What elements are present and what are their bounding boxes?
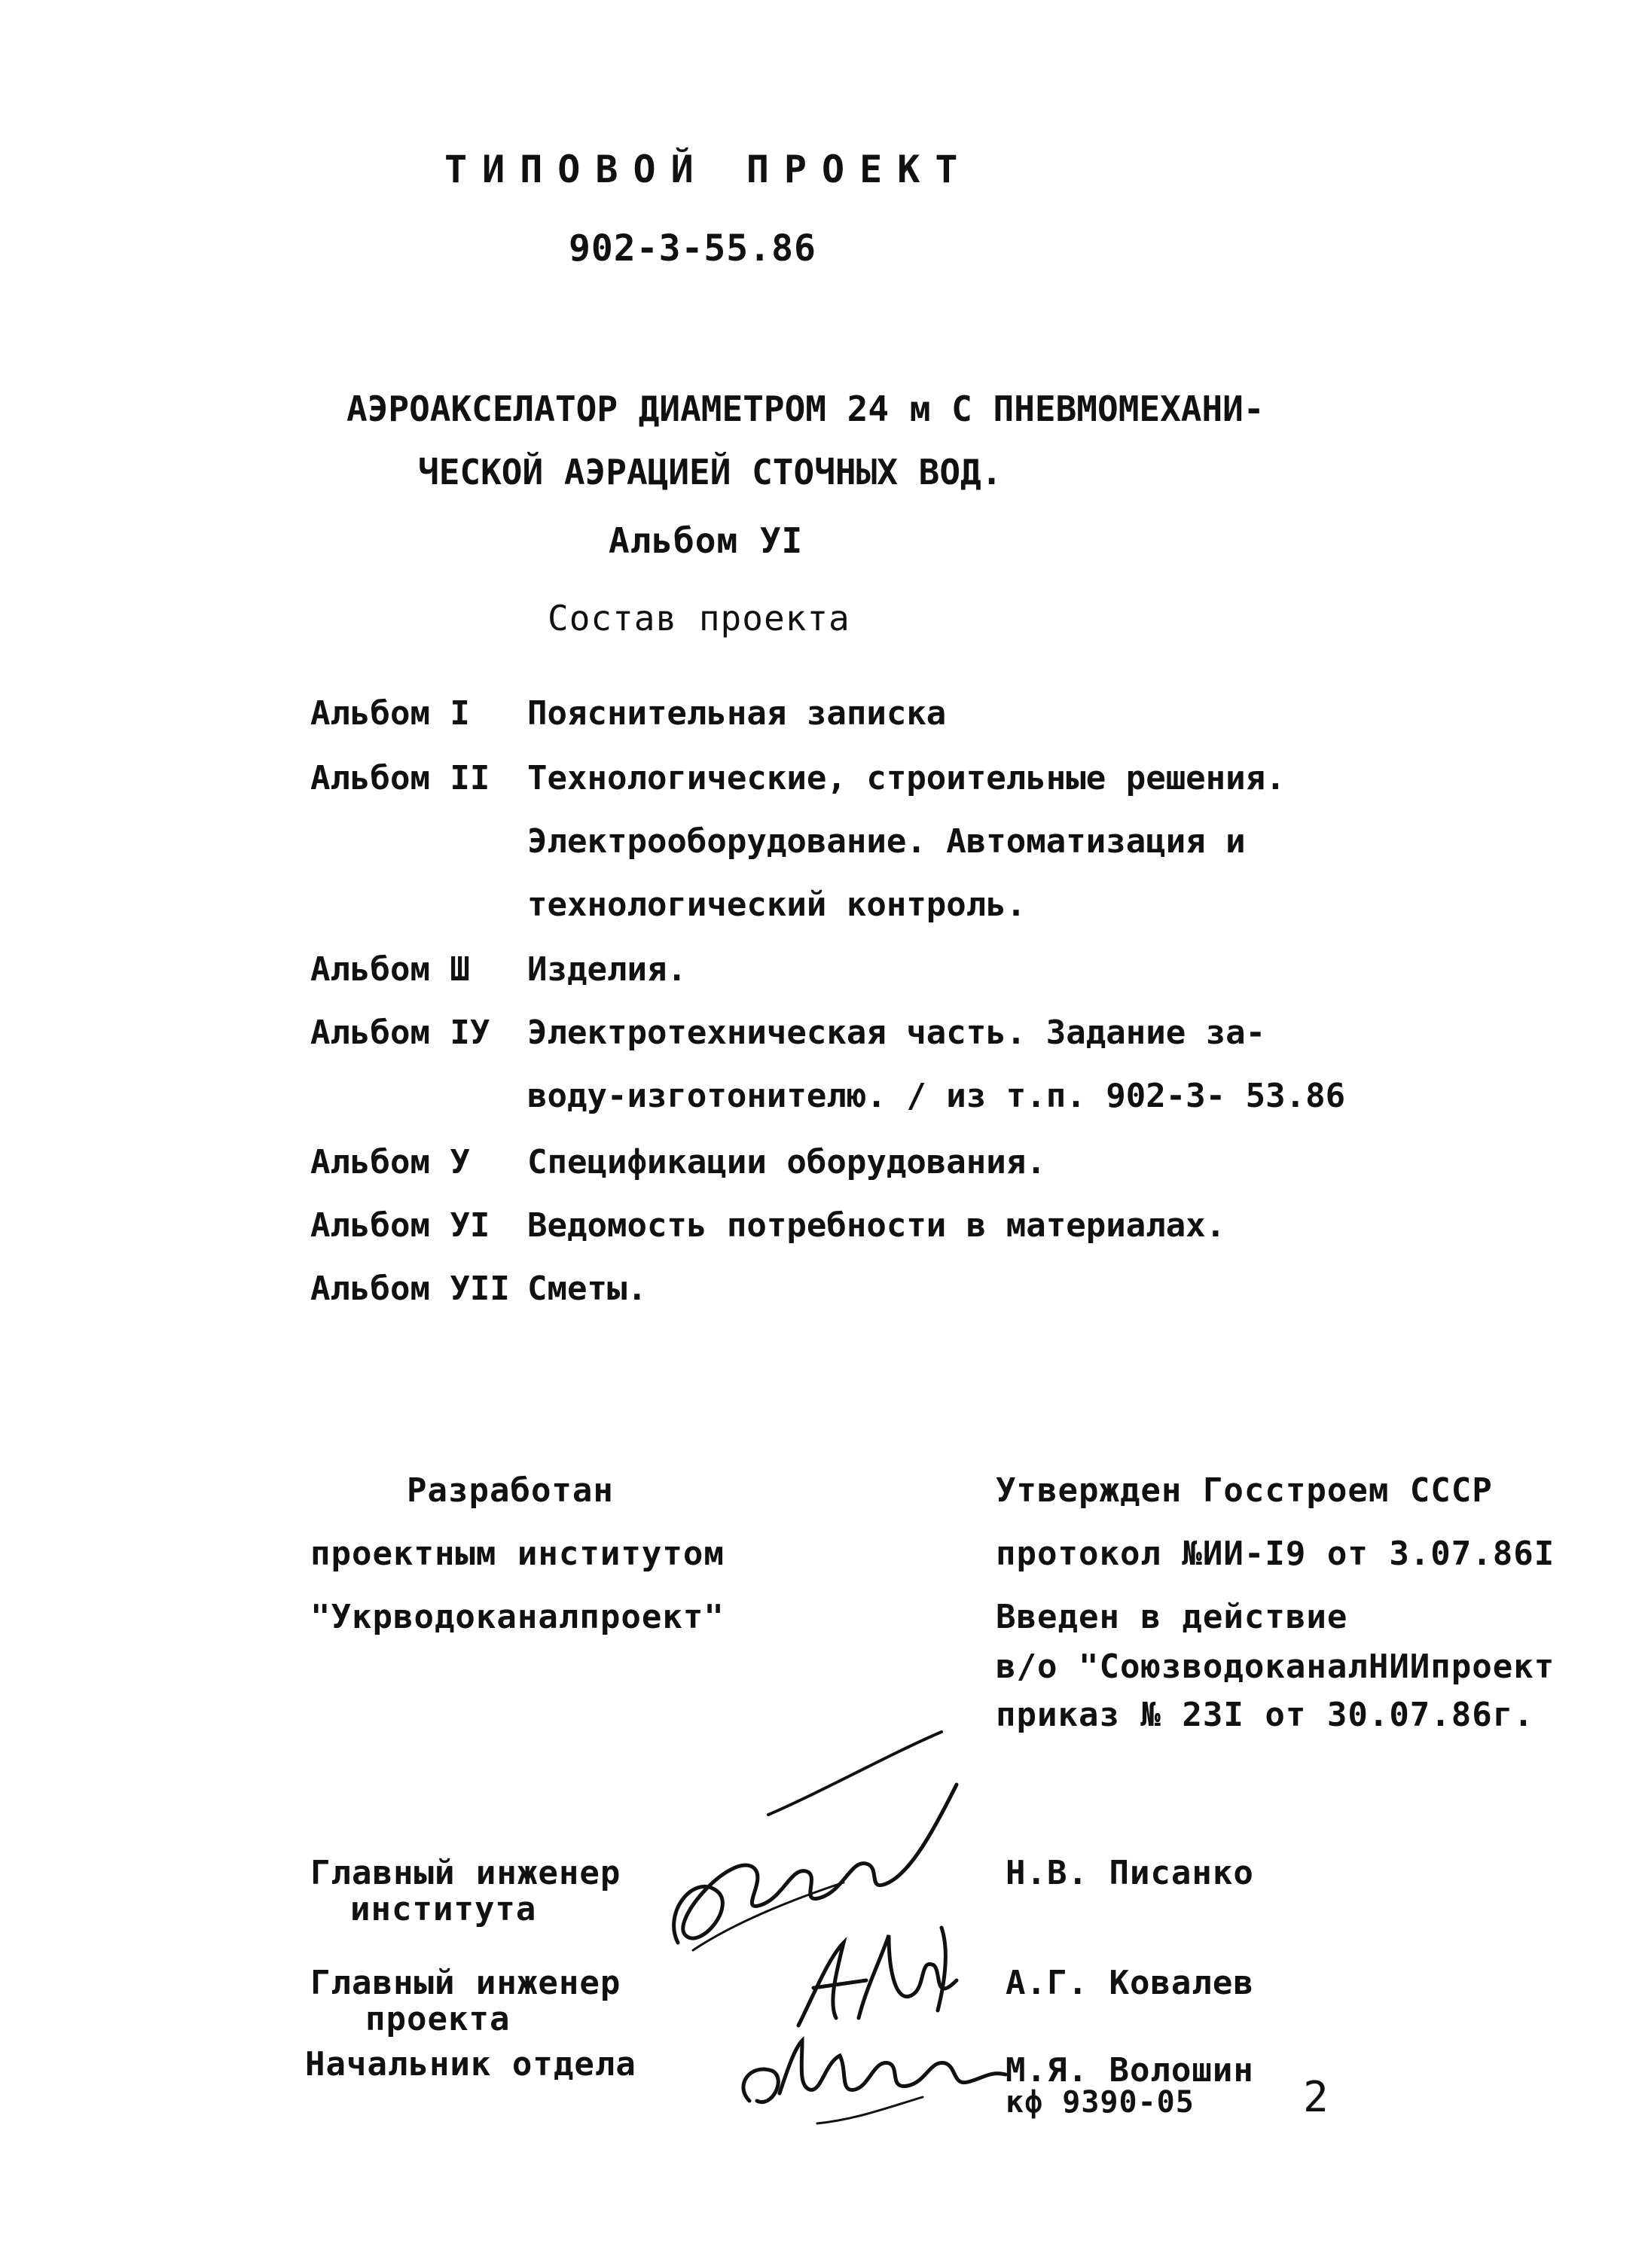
institute-name: "Укрводоканалпроект" xyxy=(310,1598,725,1636)
signatory-name: А.Г. Ковалев xyxy=(1006,1964,1254,2002)
album-description: Электротехническая часть. Задание за- xyxy=(527,1014,1266,1052)
album-description: Спецификации оборудования. xyxy=(527,1143,1046,1181)
project-number: 902-3-55.86 xyxy=(569,227,816,270)
signatory-title: Главный инженер xyxy=(310,1854,621,1892)
album-description: Технологические, строительные решения. xyxy=(527,759,1286,797)
signatory-name: М.Я. Волошин xyxy=(1006,2051,1254,2090)
album-description: Ведомость потребности в материалах. xyxy=(527,1206,1226,1245)
album-name: Альбом УI xyxy=(310,1206,490,1245)
album-name: Альбом I xyxy=(310,694,470,733)
signatory-title: Начальник отдела xyxy=(305,2045,636,2084)
enacted-by: в/о "СоюзводоканалНИИпроект xyxy=(996,1648,1555,1686)
signatory-title: института xyxy=(350,1890,537,1928)
album-name: Альбом УII xyxy=(310,1270,510,1308)
composition-heading: Состав проекта xyxy=(548,598,850,639)
subject-line-2: ЧЕСКОЙ АЭРАЦИЕЙ СТОЧНЫХ ВОД. xyxy=(418,452,1003,492)
album-description: Пояснительная записка xyxy=(527,694,947,733)
album-description: технологический контроль. xyxy=(527,886,1027,924)
developed-label: Разработан xyxy=(407,1471,614,1510)
current-album: Альбом УI xyxy=(609,520,804,561)
enacted-label: Введен в действие xyxy=(996,1598,1348,1636)
album-name: Альбом IУ xyxy=(310,1014,490,1052)
album-description: воду-изготонителю. / из т.п. 902-3- 53.86 xyxy=(527,1077,1346,1115)
album-description: Изделия. xyxy=(527,950,687,989)
album-description: Сметы. xyxy=(527,1270,647,1308)
subject-line-1: АЭРОАКСЕЛАТОР ДИАМЕТРОМ 24 м С ПНЕВМОМЕХАНИ- xyxy=(346,389,1265,429)
signature-department-head xyxy=(727,2018,1013,2131)
signatory-name: Н.В. Писанко xyxy=(1006,1854,1254,1892)
enactment-order: приказ № 23I от 30.07.86г. xyxy=(996,1696,1534,1734)
sheet-code: кф 9390-05 xyxy=(1006,2085,1195,2120)
document-title: ТИПОВОЙ ПРОЕКТ xyxy=(444,148,973,191)
signatory-title: проекта xyxy=(365,2000,511,2038)
developed-by-institute: проектным институтом xyxy=(310,1535,725,1573)
page-number: 2 xyxy=(1303,2073,1329,2122)
signatory-title: Главный инженер xyxy=(310,1964,621,2002)
approval-protocol: протокол №ИИ-I9 от 3.07.86I xyxy=(996,1535,1555,1573)
album-name: Альбом У xyxy=(310,1143,470,1181)
album-name: Альбом II xyxy=(310,759,490,797)
album-name: Альбом Ш xyxy=(310,950,470,989)
album-description: Электрооборудование. Автоматизация и xyxy=(527,822,1246,861)
approved-by: Утвержден Госстроем СССР xyxy=(996,1471,1493,1510)
